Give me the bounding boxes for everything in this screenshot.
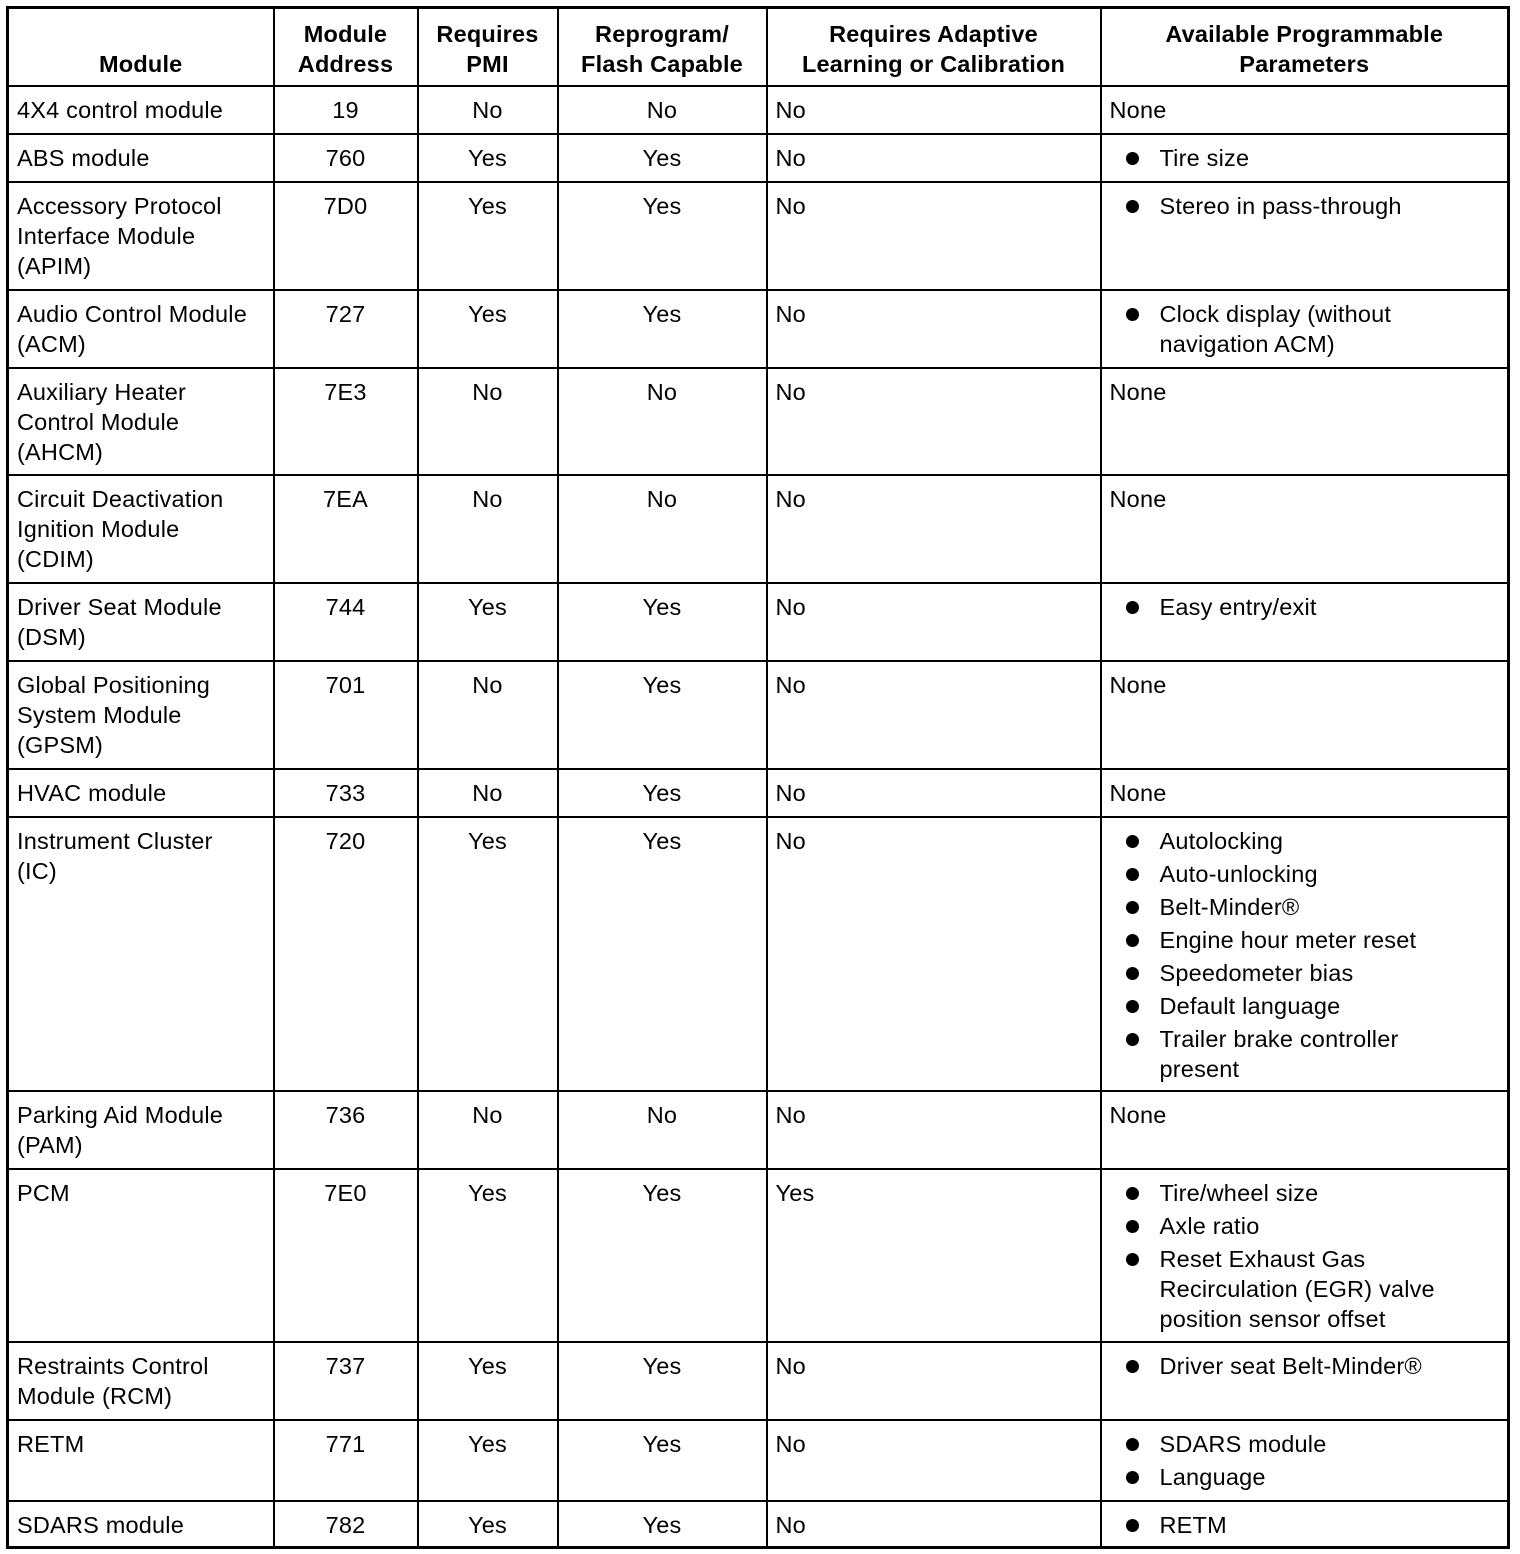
parameter-item [1110,1024,1500,1084]
parameter-list [1110,191,1500,221]
header-text-line: Parameters [1239,50,1370,77]
cell-requires-adaptive: No [767,182,1101,290]
cell-text-line: Audio Control Module [17,300,247,327]
cell-module [8,86,274,134]
cell-module-address: 727 [274,290,418,368]
table-row [8,769,1509,817]
bullet-icon [1126,1360,1139,1373]
header-text-line: Module [99,50,183,77]
header-text-line: Learning or Calibration [801,50,1066,77]
header-text-line: Address [297,50,394,77]
parameter-item [1110,1510,1500,1540]
parameter-list [1110,1178,1500,1334]
params-none-text: None [1109,779,1167,806]
header-text-line: PMI [466,50,509,77]
cell-reprogram-flash: No [558,1091,767,1169]
cell-text-line: Parking Aid Module [17,1101,224,1128]
parameter-list [1110,826,1500,1084]
cell-text-line: Clock display (without [1159,300,1392,327]
cell-available-parameters [1101,1420,1509,1501]
header-module-address [274,8,418,86]
cell-module-address: 7E0 [274,1169,418,1342]
cell-requires-pmi: No [418,368,558,475]
bullet-icon [1126,1471,1139,1484]
parameter-item [1110,1429,1500,1459]
cell-module [8,661,274,769]
header-module [8,8,274,86]
cell-module [8,1169,274,1342]
cell-reprogram-flash: Yes [558,817,767,1091]
cell-text-line: (IC) [17,857,57,884]
cell-text-line: Trailer brake controller [1159,1025,1399,1052]
cell-available-parameters [1101,290,1509,368]
parameter-item [1110,299,1500,359]
cell-text-line: Module (RCM) [17,1382,173,1409]
cell-text-line: (AHCM) [17,438,104,465]
cell-requires-pmi: Yes [418,1501,558,1548]
params-none-text: None [1109,1101,1167,1128]
table-row [8,134,1509,182]
cell-text-line: (GPSM) [17,731,104,758]
cell-reprogram-flash: Yes [558,583,767,661]
parameter-list [1110,1429,1500,1492]
cell-text-line: Global Positioning [17,671,211,698]
header-text-line: Reprogram/ [595,20,729,47]
table-row [8,86,1509,134]
cell-module-address: 737 [274,1342,418,1420]
table-row [8,290,1509,368]
cell-reprogram-flash: Yes [558,1169,767,1342]
parameter-list [1110,1510,1500,1540]
cell-text-line: Axle ratio [1159,1212,1260,1239]
cell-module [8,475,274,583]
cell-requires-adaptive: No [767,661,1101,769]
parameter-list [1110,143,1500,173]
parameter-list [1110,1351,1500,1381]
cell-reprogram-flash: Yes [558,182,767,290]
bullet-icon [1126,1253,1139,1266]
cell-requires-adaptive: No [767,817,1101,1091]
bullet-icon [1126,1438,1139,1451]
cell-module-address: 782 [274,1501,418,1548]
cell-text-line: Tire/wheel size [1159,1179,1319,1206]
cell-text-line: SDARS module [1159,1430,1327,1457]
cell-text-line: Driver Seat Module [17,593,222,620]
cell-text-line: Belt-Minder® [1159,893,1300,920]
cell-module [8,1091,274,1169]
cell-text-line: (CDIM) [17,545,94,572]
bullet-icon [1126,934,1139,947]
cell-requires-adaptive: No [767,368,1101,475]
bullet-icon [1126,1519,1139,1532]
cell-requires-pmi: No [418,475,558,583]
table-row [8,817,1509,1091]
cell-text-line: Default language [1159,992,1341,1019]
cell-text-line: Stereo in pass-through [1159,192,1402,219]
table-body [8,86,1509,1548]
cell-module-address: 771 [274,1420,418,1501]
params-none-text: None [1109,378,1167,405]
cell-reprogram-flash: Yes [558,1420,767,1501]
bullet-icon [1126,601,1139,614]
cell-text-line: System Module [17,701,182,728]
cell-available-parameters [1101,1091,1509,1169]
table-header [8,8,1509,86]
bullet-icon [1126,868,1139,881]
table-row [8,182,1509,290]
cell-text-line: Reset Exhaust Gas [1159,1245,1366,1272]
cell-available-parameters [1101,368,1509,475]
bullet-icon [1126,1220,1139,1233]
cell-module-address: 701 [274,661,418,769]
table-row [8,1501,1509,1548]
bullet-icon [1126,200,1139,213]
cell-text-line: SDARS module [17,1511,184,1538]
cell-requires-adaptive: No [767,583,1101,661]
cell-text-line: Instrument Cluster [17,827,213,854]
cell-text-line: (APIM) [17,252,92,279]
cell-text-line: (PAM) [17,1131,83,1158]
cell-module [8,134,274,182]
cell-requires-pmi: No [418,86,558,134]
cell-requires-pmi: No [418,769,558,817]
cell-text-line: navigation ACM) [1159,330,1335,357]
cell-available-parameters [1101,1342,1509,1420]
cell-available-parameters [1101,769,1509,817]
cell-requires-adaptive: No [767,475,1101,583]
cell-module [8,1420,274,1501]
bullet-icon [1126,901,1139,914]
bullet-icon [1126,967,1139,980]
cell-text-line: Interface Module [17,222,196,249]
parameter-list [1110,299,1500,359]
cell-available-parameters [1101,86,1509,134]
parameter-item [1110,592,1500,622]
cell-text-line: Restraints Control [17,1352,209,1379]
table-row [8,475,1509,583]
cell-requires-adaptive: No [767,769,1101,817]
cell-reprogram-flash: Yes [558,769,767,817]
cell-requires-pmi: No [418,661,558,769]
table-row [8,1169,1509,1342]
cell-module [8,817,274,1091]
cell-module [8,368,274,475]
cell-text-line: Easy entry/exit [1159,593,1317,620]
cell-module-address: 760 [274,134,418,182]
cell-text-line: Language [1159,1463,1266,1490]
cell-requires-adaptive: No [767,134,1101,182]
cell-available-parameters [1101,583,1509,661]
cell-module-address: 19 [274,86,418,134]
cell-available-parameters [1101,661,1509,769]
cell-reprogram-flash: No [558,475,767,583]
parameter-item [1110,1351,1500,1381]
parameter-item [1110,1244,1500,1334]
cell-requires-pmi: Yes [418,134,558,182]
header-text-line: Available Programmable [1165,20,1444,47]
cell-requires-pmi: Yes [418,583,558,661]
cell-module-address: 7EA [274,475,418,583]
cell-reprogram-flash: Yes [558,1501,767,1548]
table-row [8,1342,1509,1420]
parameter-item [1110,1462,1500,1492]
cell-module-address: 7E3 [274,368,418,475]
cell-requires-adaptive: No [767,1420,1101,1501]
header-text-line: Flash Capable [581,50,743,77]
cell-module [8,583,274,661]
cell-requires-pmi: Yes [418,1342,558,1420]
cell-requires-adaptive: No [767,290,1101,368]
cell-requires-adaptive: No [767,1091,1101,1169]
parameter-list [1110,592,1500,622]
cell-module-address: 733 [274,769,418,817]
cell-text-line: present [1159,1055,1240,1082]
cell-requires-adaptive: Yes [767,1169,1101,1342]
cell-available-parameters [1101,475,1509,583]
parameter-item [1110,826,1500,856]
cell-text-line: Recirculation (EGR) valve [1159,1275,1435,1302]
cell-reprogram-flash: Yes [558,661,767,769]
parameter-item [1110,1178,1500,1208]
parameter-item [1110,191,1500,221]
cell-module [8,1501,274,1548]
params-none-text: None [1109,96,1167,123]
cell-text-line: (DSM) [17,623,86,650]
cell-module-address: 720 [274,817,418,1091]
parameter-item [1110,143,1500,173]
cell-reprogram-flash: Yes [558,134,767,182]
header-requires-adaptive [767,8,1101,86]
cell-requires-pmi: Yes [418,1420,558,1501]
header-text-line: Requires Adaptive [829,20,1038,47]
table-row [8,1091,1509,1169]
cell-text-line: Accessory Protocol [17,192,222,219]
cell-available-parameters [1101,817,1509,1091]
cell-available-parameters [1101,134,1509,182]
params-none-text: None [1109,671,1167,698]
cell-module [8,290,274,368]
parameter-item [1110,859,1500,889]
bullet-icon [1126,308,1139,321]
module-programming-table [6,6,1510,1549]
cell-requires-adaptive: No [767,1342,1101,1420]
cell-module-address: 744 [274,583,418,661]
cell-module-address: 7D0 [274,182,418,290]
parameter-item [1110,991,1500,1021]
cell-module-address: 736 [274,1091,418,1169]
table-row [8,583,1509,661]
bullet-icon [1126,1000,1139,1013]
cell-requires-pmi: Yes [418,1169,558,1342]
cell-text-line: HVAC module [17,779,167,806]
cell-text-line: Autolocking [1159,827,1284,854]
table-row [8,1420,1509,1501]
bullet-icon [1126,835,1139,848]
cell-text-line: Tire size [1159,144,1250,171]
cell-reprogram-flash: Yes [558,1342,767,1420]
cell-requires-pmi: Yes [418,290,558,368]
table-row [8,661,1509,769]
cell-text-line: position sensor offset [1159,1305,1386,1332]
cell-reprogram-flash: No [558,86,767,134]
cell-requires-adaptive: No [767,1501,1101,1548]
cell-text-line: (ACM) [17,330,86,357]
cell-reprogram-flash: Yes [558,290,767,368]
cell-text-line: Ignition Module [17,515,180,542]
cell-module [8,1342,274,1420]
parameter-item [1110,892,1500,922]
cell-text-line: Control Module [17,408,180,435]
parameter-item [1110,958,1500,988]
cell-text-line: 4X4 control module [17,96,224,123]
cell-module [8,769,274,817]
header-requires-pmi [418,8,558,86]
cell-requires-pmi: No [418,1091,558,1169]
cell-text-line: PCM [17,1179,70,1206]
bullet-icon [1126,1187,1139,1200]
table-row [8,368,1509,475]
cell-text-line: Auxiliary Heater [17,378,187,405]
header-available-parameters [1101,8,1509,86]
cell-text-line: RETM [17,1430,85,1457]
cell-text-line: RETM [1159,1511,1227,1538]
bullet-icon [1126,1033,1139,1046]
cell-module [8,182,274,290]
parameter-item [1110,925,1500,955]
cell-requires-pmi: Yes [418,817,558,1091]
cell-text-line: Engine hour meter reset [1159,926,1417,953]
cell-text-line: Driver seat Belt-Minder® [1159,1352,1422,1379]
cell-text-line: ABS module [17,144,150,171]
cell-text-line: Speedometer bias [1159,959,1354,986]
header-reprogram-flash [558,8,767,86]
cell-requires-pmi: Yes [418,182,558,290]
cell-reprogram-flash: No [558,368,767,475]
header-row [8,8,1509,86]
header-text-line: Module [303,20,388,47]
bullet-icon [1126,152,1139,165]
cell-text-line: Circuit Deactivation [17,485,224,512]
cell-available-parameters [1101,1501,1509,1548]
cell-available-parameters [1101,182,1509,290]
parameter-item [1110,1211,1500,1241]
params-none-text: None [1109,485,1167,512]
cell-available-parameters [1101,1169,1509,1342]
header-text-line: Requires [436,20,539,47]
cell-requires-adaptive: No [767,86,1101,134]
cell-text-line: Auto-unlocking [1159,860,1318,887]
